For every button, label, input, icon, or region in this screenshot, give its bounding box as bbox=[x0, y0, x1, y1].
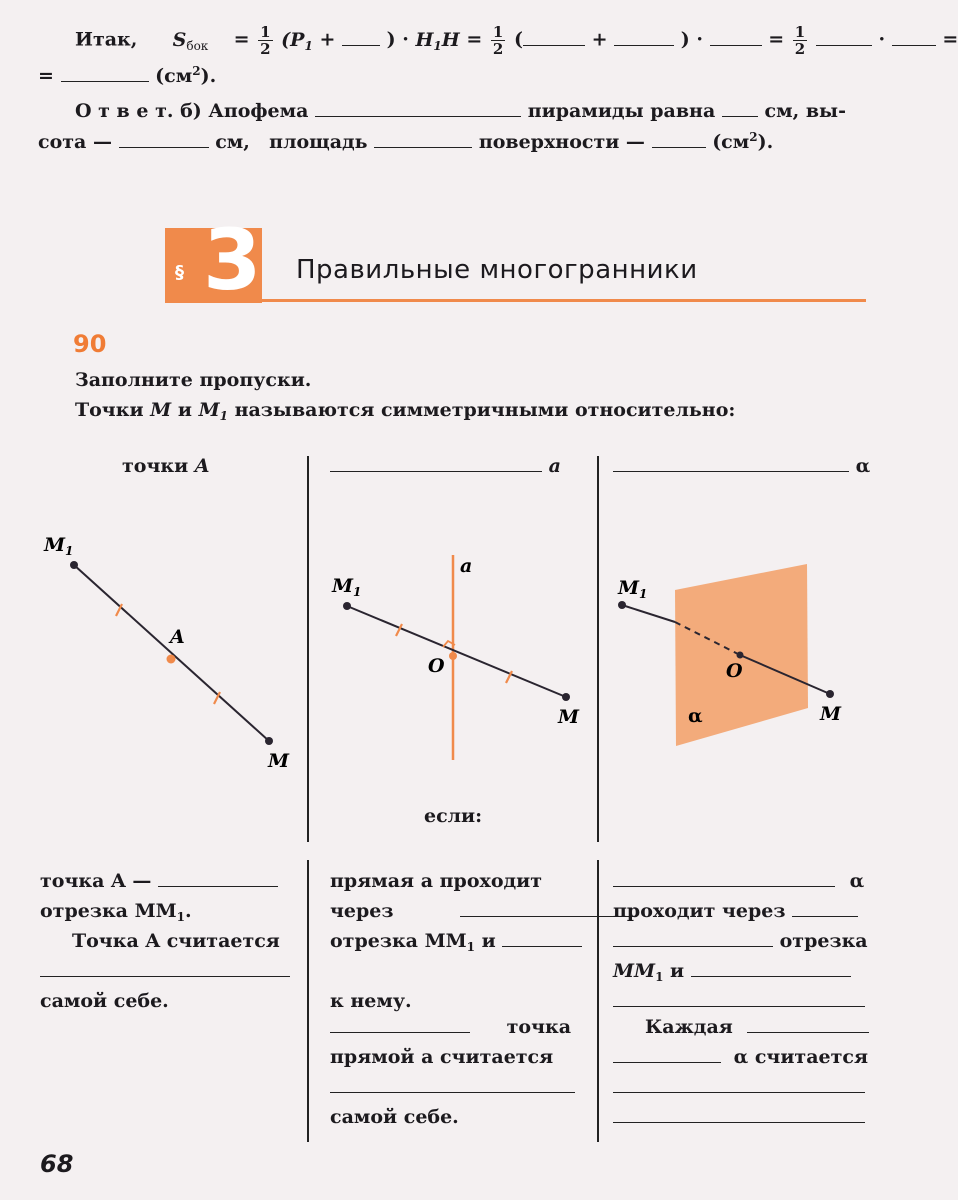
col3-line-1: α bbox=[613, 866, 864, 896]
blank-height[interactable] bbox=[119, 133, 209, 148]
col2-line-3: отрезка $MM_1$ и bbox=[330, 926, 582, 962]
blank-apothem[interactable] bbox=[315, 102, 521, 117]
blank-col2-2[interactable] bbox=[502, 932, 582, 947]
col3-line-2: проходит через bbox=[613, 896, 858, 926]
answer-apothem: б) Апофема bbox=[180, 100, 309, 122]
point-o bbox=[449, 652, 457, 660]
formula-line-2 bbox=[38, 64, 216, 87]
blank-col3-8[interactable] bbox=[613, 1078, 865, 1093]
height-cm: см, bbox=[215, 131, 250, 153]
open-paren: ( bbox=[513, 28, 523, 51]
col1-line-2: отрезка $MM_1$. bbox=[40, 900, 192, 924]
blank-col3-4[interactable] bbox=[691, 962, 851, 977]
label-m1: $M_1$ bbox=[618, 577, 648, 601]
label-o: O bbox=[428, 655, 445, 677]
blank-col3-7[interactable] bbox=[613, 1048, 721, 1063]
figure-point-symmetry bbox=[30, 525, 300, 775]
col2-line-6: прямой a считается bbox=[330, 1046, 554, 1068]
equals-2: = bbox=[466, 28, 483, 51]
col2-line-7 bbox=[330, 1072, 575, 1102]
h1h-term: $H_1H$ bbox=[415, 28, 460, 53]
equals-5: = bbox=[38, 65, 54, 87]
col1-line-5: самой себе. bbox=[40, 990, 169, 1012]
label-m: M bbox=[268, 750, 290, 772]
area-unit: (см bbox=[712, 131, 750, 153]
fraction-half-3: $\frac{1}{2}$ bbox=[794, 23, 806, 58]
dot-op: · bbox=[878, 28, 886, 51]
label-o: O bbox=[726, 660, 743, 682]
blank-col2-1[interactable] bbox=[460, 902, 635, 917]
blank-6[interactable] bbox=[892, 31, 936, 46]
divider-1-bottom bbox=[307, 860, 309, 1142]
segment-mm1 bbox=[74, 565, 269, 741]
area-unit-sup: 2 bbox=[749, 130, 758, 144]
answer-label: О т в е т. bbox=[75, 100, 174, 122]
col2-line-4: к нему. bbox=[330, 990, 412, 1012]
if-label: если: bbox=[424, 805, 483, 827]
col2-line-2: через bbox=[330, 896, 635, 926]
s-lateral: $S_{бок}$ bbox=[172, 28, 209, 53]
itak-word: Итак, bbox=[75, 28, 138, 51]
col3-line-3: отрезка bbox=[613, 926, 868, 956]
page-number: 68 bbox=[40, 1150, 74, 1178]
col1-header: точки A bbox=[122, 455, 210, 477]
formula-line-1 bbox=[75, 24, 958, 57]
close-dot-1: ) · bbox=[386, 28, 409, 51]
unit-sup: 2 bbox=[192, 64, 201, 78]
blank-area[interactable] bbox=[652, 133, 706, 148]
point-m1 bbox=[343, 602, 351, 610]
point-a bbox=[167, 655, 176, 664]
blank-area-type[interactable] bbox=[374, 133, 472, 148]
col3-line-6: α считается bbox=[613, 1042, 868, 1072]
unit-tail: ). bbox=[200, 65, 217, 87]
equals-4: = bbox=[942, 28, 958, 51]
equals-1: = bbox=[233, 28, 250, 51]
blank-2[interactable] bbox=[523, 31, 585, 46]
col2-line-8: самой себе. bbox=[330, 1106, 459, 1128]
divider-2-top bbox=[597, 456, 599, 842]
blank-col3-5[interactable] bbox=[613, 992, 865, 1007]
col1-line-3: Точка A считается bbox=[72, 930, 280, 952]
col2-header: a bbox=[330, 455, 561, 477]
figure-plane-symmetry bbox=[600, 560, 890, 760]
blank-col3-3[interactable] bbox=[613, 932, 773, 947]
unit-cm: (см bbox=[155, 65, 193, 87]
point-m bbox=[265, 737, 273, 745]
exercise-instruction: Заполните пропуски. bbox=[75, 369, 312, 391]
answer-line-1 bbox=[75, 100, 846, 122]
figure-line-symmetry bbox=[320, 550, 595, 765]
point-m1 bbox=[70, 561, 78, 569]
blank-col1-1[interactable] bbox=[158, 872, 278, 887]
section-number: 3 bbox=[203, 211, 262, 309]
area-label: площадь bbox=[269, 131, 368, 153]
fraction-half-1: $\frac{1}{2}$ bbox=[260, 23, 271, 58]
point-m bbox=[826, 690, 834, 698]
exercise-statement: Точки M и $M_1$ называются симметричными относительно: bbox=[75, 399, 736, 423]
point-o bbox=[737, 652, 744, 659]
blank-col3-2[interactable] bbox=[792, 902, 858, 917]
label-m: M bbox=[820, 703, 842, 725]
blank-col1-2[interactable] bbox=[40, 962, 290, 977]
answer-pyramid: пирамиды равна bbox=[527, 100, 716, 122]
col3-line-5: Каждая bbox=[645, 1012, 869, 1042]
col3-line-8 bbox=[613, 1102, 865, 1132]
blank-col3-6[interactable] bbox=[747, 1018, 869, 1033]
point-m bbox=[562, 693, 570, 701]
label-m: M bbox=[558, 706, 580, 728]
equals-3: = bbox=[768, 28, 785, 51]
segment-m1-outside bbox=[622, 605, 675, 622]
fraction-half-2: $\frac{1}{2}$ bbox=[492, 23, 504, 58]
blank-1[interactable] bbox=[342, 31, 380, 46]
blank-col2-header[interactable] bbox=[330, 457, 542, 472]
divider-1-top bbox=[307, 456, 309, 842]
col1-line-4 bbox=[40, 956, 290, 986]
segment-mm1 bbox=[347, 606, 566, 697]
plus-2: + bbox=[591, 28, 608, 51]
col2-line-1: прямая a проходит bbox=[330, 870, 543, 892]
area-unit-tail: ). bbox=[757, 131, 774, 153]
label-a: A bbox=[170, 626, 185, 648]
col3-line-7 bbox=[613, 1072, 865, 1102]
height-label: сота — bbox=[38, 131, 112, 153]
col3-line-4: $MM_1$ и bbox=[613, 956, 851, 992]
blank-col3-header[interactable] bbox=[613, 457, 849, 472]
plus-1: + bbox=[319, 28, 336, 51]
col1-line-1: точка A — bbox=[40, 866, 278, 896]
surface-label: поверхности — bbox=[478, 131, 645, 153]
blank-5[interactable] bbox=[816, 31, 872, 46]
blank-col2-4[interactable] bbox=[330, 1078, 575, 1093]
point-m1 bbox=[618, 601, 626, 609]
blank-col2-3[interactable] bbox=[330, 1018, 470, 1033]
answer-line-2 bbox=[38, 130, 773, 153]
label-a: a bbox=[460, 555, 473, 577]
blank-col3-1[interactable] bbox=[613, 872, 835, 887]
col2-line-5: точка bbox=[330, 1012, 571, 1042]
blank-4[interactable] bbox=[710, 31, 762, 46]
close-dot-2: ) · bbox=[680, 28, 703, 51]
label-alpha: α bbox=[688, 705, 703, 727]
paragraph-sign: § bbox=[175, 262, 184, 283]
section-title: Правильные многогранники bbox=[296, 255, 698, 285]
blank-col3-9[interactable] bbox=[613, 1108, 865, 1123]
col3-header: α bbox=[613, 455, 870, 477]
section-rule bbox=[262, 299, 866, 302]
blank-3[interactable] bbox=[614, 31, 674, 46]
exercise-number: 90 bbox=[73, 330, 107, 358]
blank-apothem-value[interactable] bbox=[722, 102, 758, 117]
blank-7[interactable] bbox=[61, 67, 149, 82]
answer-cm: см, вы- bbox=[764, 100, 846, 122]
label-m1: $M_1$ bbox=[332, 575, 362, 599]
p1-term: ($P_1$ bbox=[281, 28, 313, 53]
label-m1: $M_1$ bbox=[44, 534, 74, 558]
